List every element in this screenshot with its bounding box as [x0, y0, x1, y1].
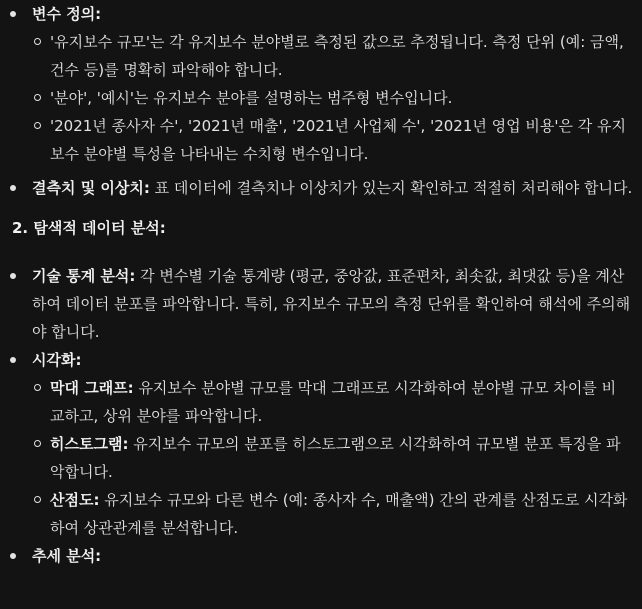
hollow-bullet-icon [34, 440, 41, 447]
sub-item-histogram [32, 430, 634, 486]
hollow-bullet-icon [34, 384, 41, 391]
sub-item-text: '분야', '예시'는 유지보수 분야를 설명하는 범주형 변수입니다. [50, 89, 453, 107]
sub-item-maintenance-scale [32, 28, 634, 84]
variable-definition-sublist [32, 28, 634, 168]
sub-item-text: 유지보수 규모의 분포를 히스토그램으로 시각화하여 규모별 분포 특징을 파악합니다. [50, 435, 621, 481]
visualization-term: 시각화: [32, 351, 82, 369]
section1-list [0, 0, 642, 202]
descriptive-stats-term: 기술 통계 분석: [32, 267, 136, 285]
section2-heading: 2. 탐색적 데이터 분석: [12, 219, 166, 237]
bullet-dot-icon [10, 185, 16, 191]
list-item-variable-definition [0, 0, 642, 168]
missing-outliers-term: 결측치 및 이상치: [32, 179, 150, 197]
sub-item-term: 산점도: [50, 491, 100, 509]
sub-item-term: 히스토그램: [50, 435, 129, 453]
list-item-visualization [0, 346, 642, 542]
bullet-dot-icon [10, 357, 16, 363]
hollow-bullet-icon [34, 94, 41, 101]
sub-item-term: 막대 그래프: [50, 379, 134, 397]
hollow-bullet-icon [34, 496, 41, 503]
sub-item-scatter-plot [32, 486, 634, 542]
list-item-trend-analysis [0, 542, 642, 570]
sub-item-text: '유지보수 규모'는 각 유지보수 분야별로 측정된 값으로 추정됩니다. 측정 단위 (예: 금액, 건수 등)를 명확히 파악해야 합니다. [50, 33, 624, 79]
descriptive-stats-text: 각 변수별 기술 통계량 (평균, 중앙값, 표준편차, 최솟값, 최댓값 등)을 계산하여 데이터 분포를 파악합니다. 특히, 유지보수 규모의 측정 단위를 확인하여 해석에 주의해야 합니다. [32, 267, 631, 341]
missing-outliers-text: 표 데이터에 결측치나 이상치가 있는지 확인하고 적절히 처리해야 합니다. [149, 179, 633, 197]
list-item-missing-outliers [0, 174, 642, 202]
sub-item-text: 유지보수 분야별 규모를 막대 그래프로 시각화하여 분야별 규모 차이를 비교하고, 상위 분야를 파악합니다. [50, 379, 617, 425]
trend-analysis-term: 추세 분석: [32, 547, 102, 565]
hollow-bullet-icon [34, 38, 41, 45]
sub-item-category-vars [32, 84, 634, 112]
visualization-sublist [32, 374, 634, 542]
bullet-dot-icon [10, 553, 16, 559]
hollow-bullet-icon [34, 122, 41, 129]
bullet-dot-icon [10, 273, 16, 279]
sub-item-bar-chart [32, 374, 634, 430]
sub-item-text: '2021년 종사자 수', '2021년 매출', '2021년 사업체 수', '2021년 영업 비용'은 각 유지보수 분야별 특성을 나타내는 수치형 변수입니다. [50, 117, 626, 163]
bullet-dot-icon [10, 11, 16, 17]
section2-list [0, 262, 642, 570]
list-item-descriptive-stats [0, 262, 642, 346]
sub-item-numeric-vars [32, 112, 634, 168]
variable-definition-term: 변수 정의: [32, 5, 102, 23]
sub-item-text: 유지보수 규모와 다른 변수 (예: 종사자 수, 매출액) 간의 관계를 산점도로 시각화하여 상관관계를 분석합니다. [50, 491, 628, 537]
